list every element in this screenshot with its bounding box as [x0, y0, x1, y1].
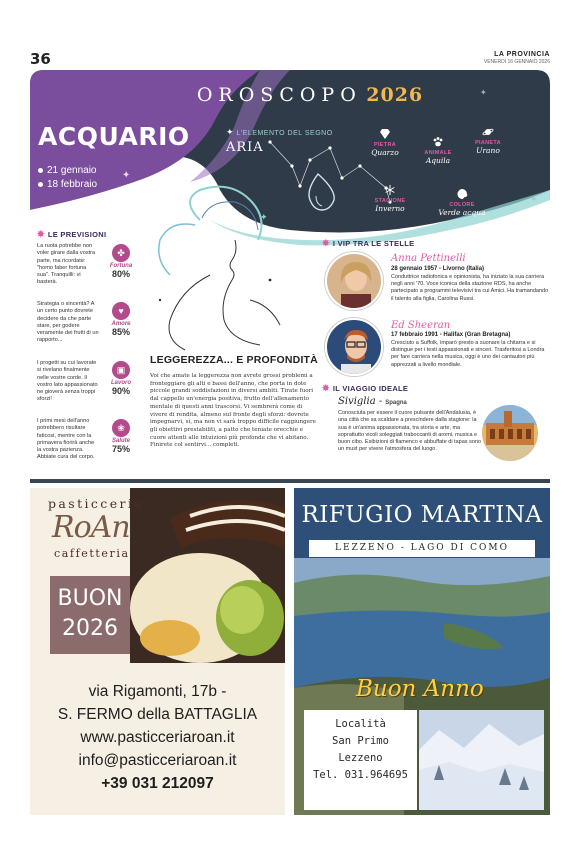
element-label: ✦ L'ELEMENTO DEL SEGNO [226, 127, 333, 137]
rifugio-title: RIFUGIO MARTINA [301, 502, 543, 528]
vip-name-sheeran: Ed Sheeran [391, 320, 451, 331]
website-link[interactable]: www.pasticceriaroan.it [80, 729, 235, 746]
vip-meta-sheeran: 17 febbraio 1991 - Halifax (Gran Bretagna) [391, 332, 511, 338]
attr-animale: ANIMALE Aquila [408, 136, 468, 165]
svg-text:✦: ✦ [260, 212, 268, 222]
vip-photo-sheeran [325, 318, 383, 376]
previsione-amore: ♥ Amore 85% [103, 302, 139, 337]
phone-number[interactable]: +39 031 212097 [101, 775, 214, 792]
rifugio-phone[interactable]: Tel. 031.964695 [313, 769, 408, 781]
ad-pasticceria-roan[interactable] [30, 488, 285, 815]
previsione-fortuna: ✤ Fortuna 80% [103, 244, 139, 279]
previsione-lavoro-text: I progetti su cui lavorate si rivelano finalmente nelle vostre corde. Il vostro lato appassionato ne gioverà senza troppi sforzi! [37, 360, 98, 403]
leggerezza-title: LEGGEREZZA... E PROFONDITÀ [150, 354, 318, 366]
section-divider [30, 479, 550, 483]
title-word: OROSCOPO [196, 84, 362, 106]
snowflake-icon [384, 184, 396, 196]
previsione-lavoro: ▣ Lavoro 90% [103, 361, 139, 396]
svg-text:✦: ✦ [480, 88, 487, 97]
caffetteria-label: caffetteria [54, 547, 130, 560]
heart-icon: ♥ [112, 302, 130, 320]
publication-date: VENERDÌ 16 GENNAIO 2026 [483, 59, 550, 65]
email-link[interactable]: info@pasticceriaroan.it [78, 752, 237, 769]
pasticceria-label: pasticceria [48, 496, 145, 511]
sign-date-end: 18 febbraio [38, 178, 97, 192]
attr-pianeta: PIANETA Urano [458, 126, 518, 155]
lotus-icon: ❀ [112, 419, 130, 437]
previsione-salute-text: I primi mesi dell'anno potrebbero risultare faticosi, mentre con la primavera fiorirà anche la vostra pazienza. Abbiate cura del corpo. [37, 418, 95, 461]
vip-photo-pettinelli [325, 252, 383, 310]
woman-illustration [140, 180, 290, 355]
sign-dates [38, 164, 97, 192]
horoscope-title [160, 84, 460, 110]
planet-icon [482, 126, 494, 138]
leggerezza-text: Voi che amate la leggerezza non avrete grossi problemi a fronteggiare gli alti e bassi dell'anno, che porta in dote piccole grandi soddisfazioni in diversi ambiti. Tirate fuori dal cappello un'energia positiva, frutto dell'allenamento mentale di questi anni trascorsi. Vi sembrerà come di vivere di rendita, almeno sul fronte degli sforzi: dovrete impegnarvi, sì, ma non vi sarà troppo difficile raggiungere gli obiettivi prestabiliti, a patto che teniate orecchie e cuore attenti alle intuizioni più profonde che vi abitano. Finirete col sentirvi... completi. [150, 373, 316, 449]
paw-icon [432, 136, 444, 148]
address-line-1: via Rigamonti, 17b - [88, 683, 227, 700]
previsioni-heading: ✸ LE PREVISIONI [37, 229, 107, 239]
previsione-fortuna-text: La ruota potrebbe non voler girare dalla vostra parte, ma ricordate: "homo faber fortuna sua". Tranquilli: vi basterà. [37, 243, 96, 286]
vip-name-pettinelli: Anna Pettinelli [391, 253, 466, 264]
address-line-2: S. FERMO della BATTAGLIA [57, 706, 258, 723]
vip-meta-pettinelli: 28 gennaio 1957 - Livorno (Italia) [391, 266, 485, 272]
sign-name: ACQUARIO [38, 122, 190, 151]
svg-text:✦: ✦ [530, 194, 538, 204]
sign-date-start: 21 gennaio [38, 164, 97, 178]
rifugio-contact: Località San Primo Lezzeno Tel. 031.964695 [304, 710, 417, 810]
buon-anno-text: Buon Anno [356, 676, 484, 702]
ad-rifugio-martina[interactable] [294, 488, 550, 815]
pastry-photo [130, 488, 285, 663]
vip-bio-pettinelli: Conduttrice radiofonica e opinionista, ha iniziato la sua carriera negli anni '70. Voce iconica della stazione RDS, ha anche partecipato a programmi televisivi tra cui Amici. Ha tramandando il talento alla figlia, Carolina Russi. [391, 274, 549, 302]
attr-colore: COLORE Verde acqua [432, 188, 492, 217]
rifugio-subtitle: LEZZENO - LAGO DI COMO [309, 540, 535, 557]
viaggio-heading: ✸ IL VIAGGIO IDEALE [322, 383, 409, 393]
travel-text: Conosciuta per essere il cuore pulsante dell'Andalusia, è una città che sa scaldare a prescindere dalla stagione: la sua è un'anima appassionata, tra storia e arte, ma soprattutto vicoli soleggiati traboccanti di aromi, musica e buon cibo. Esibizioni di flamenco e abbuffate di tapas sono un must per vivere l'atmosfera del luogo. [338, 410, 481, 453]
travel-city: Siviglia - Spagna [338, 396, 407, 407]
travel-photo-sevilla [482, 405, 538, 461]
page-number: 36 [30, 50, 51, 68]
briefcase-icon: ▣ [112, 361, 130, 379]
vip-bio-sheeran: Cresciuto a Suffolk, imparò presto a suonare la chitarra e si distingue per i testi appassionati e sinceri. Trasferitosi a Londra per fare carriera nella musica, oggi è uno dei cantautori più apprezzati a livello mondiale. [391, 340, 545, 368]
masthead [484, 51, 550, 65]
attr-pietra: PIETRA Quarzo [355, 128, 415, 157]
title-year: 2026 [366, 84, 424, 106]
horoscope-banner [30, 70, 550, 250]
pasticceria-contact [30, 680, 285, 795]
publication-name: LA PROVINCIA [494, 51, 550, 58]
element-value: ARIA [226, 140, 264, 155]
clover-icon: ✤ [112, 244, 130, 262]
roan-logo: RoAn [52, 510, 130, 545]
buon-2026-badge: BUON 2026 [50, 576, 130, 654]
palette-icon [456, 188, 468, 200]
attr-stagione: STAGIONE Inverno [360, 184, 420, 213]
svg-text:✦: ✦ [122, 170, 131, 181]
winter-landscape-photo [419, 710, 544, 810]
gem-icon [379, 128, 391, 140]
vip-heading: ✸ I VIP TRA LE STELLE [322, 238, 415, 248]
previsione-salute: ❀ Salute 75% [103, 419, 139, 454]
previsione-amore-text: Strategia o sincerità? A un certo punto dovrete decidere da che parte stare, per godere veramente dei frutti di un rapporto... [37, 301, 99, 344]
